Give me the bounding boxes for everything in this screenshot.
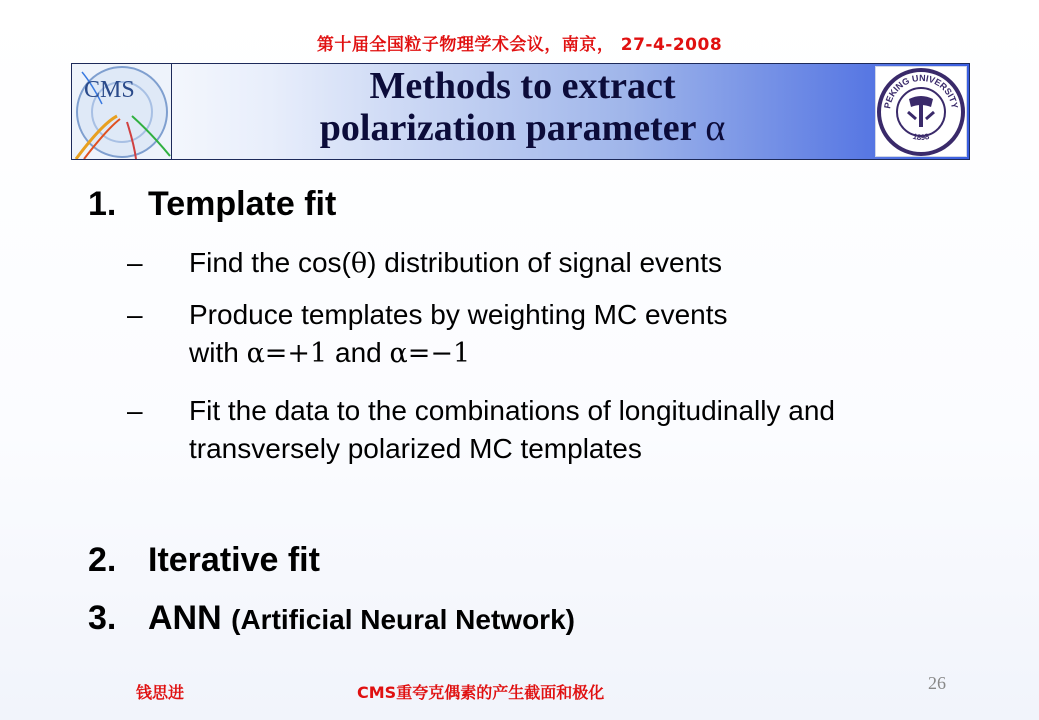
item-number: 3.	[88, 599, 117, 637]
alpha-symbol: α	[705, 107, 726, 149]
subitem-text-pre: Find the cos(	[189, 247, 351, 278]
dash-bullet: –	[127, 247, 143, 278]
title-line-1: Methods to extract	[369, 65, 676, 107]
slide-title	[172, 65, 873, 149]
alpha-minus-one: α=−1	[389, 338, 471, 369]
item-label: ANN	[148, 599, 222, 637]
page-number: 26	[928, 673, 946, 693]
alpha-plus-one: α=+1	[246, 338, 328, 369]
svg-text:PEKING UNIVERSITY: PEKING UNIVERSITY	[882, 72, 960, 110]
footer-topic: CMS重夸克偶素的产生截面和极化	[357, 683, 605, 702]
svg-text:CMS: CMS	[84, 77, 135, 103]
cms-logo-icon	[72, 64, 172, 159]
title-line-2	[172, 107, 873, 149]
conference-note: 第十届全国粒子物理学术会议，南京， 27-4-2008	[316, 35, 723, 55]
item-label: Iterative fit	[148, 541, 320, 579]
dash-bullet: –	[127, 395, 143, 426]
subitem-text-post: ) distribution of signal events	[367, 247, 722, 278]
item-template-fit	[88, 184, 336, 224]
item-number: 2.	[88, 541, 117, 579]
subitem-text	[189, 296, 949, 373]
title-line-2-text: polarization parameter	[319, 107, 696, 149]
subitem-text: Fit the data to the combinations of longitudinally and transversely polarized MC templates	[189, 395, 835, 464]
item-label-suffix: (Artificial Neural Network)	[231, 604, 575, 635]
item-label: Template fit	[148, 185, 337, 223]
item-number: 1.	[88, 185, 117, 223]
theta-symbol: θ	[350, 248, 368, 279]
slide-content	[0, 170, 1039, 650]
and-word: and	[335, 337, 382, 368]
item-ann	[88, 598, 575, 640]
subitem-line-1: Produce templates by weighting MC events	[189, 299, 728, 330]
subitem-line-2	[189, 334, 949, 373]
item-iterative-fit	[88, 540, 320, 580]
svg-text:1898: 1898	[911, 131, 931, 143]
footer-author: 钱思进	[136, 683, 185, 702]
with-word: with	[189, 337, 239, 368]
peking-university-seal-icon	[875, 66, 967, 157]
dash-bullet: –	[127, 299, 143, 330]
title-banner	[71, 63, 970, 160]
subitem-text	[189, 244, 949, 283]
